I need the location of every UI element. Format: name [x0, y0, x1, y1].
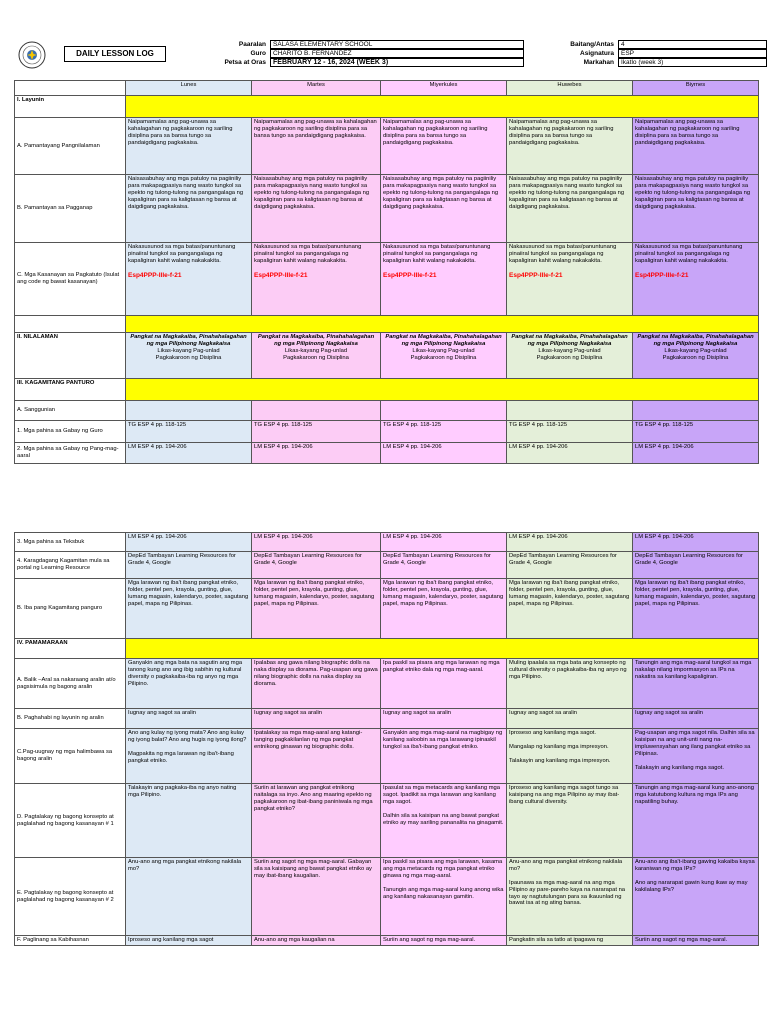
table-cell: Naipamamalas ang pag-unawa sa kahalagahan ng pagkakaroon ng sariling disiplina para sa bansa tungo sa pandaigdigang pagkakaisa.	[381, 118, 507, 175]
cell-text: Nakasusunod sa mga batas/panuntunang pinaiiral tungkol sa pangangalaga ng kapaligiran kahit walang nakakakita.	[509, 244, 617, 264]
cell-text: Nakasusunod sa mga batas/panuntunang pinaiiral tungkol sa pangangalaga ng kapaligiran kahit walang nakakakita.	[128, 244, 236, 264]
cell-text: Nakasusunod sa mga batas/panuntunang pinaiiral tungkol sa pangangalaga ng kapaligiran kahit walang nakakakita.	[383, 244, 491, 264]
section-label: II. NILALAMAN	[15, 333, 126, 379]
table-cell: Iugnay ang sagot sa aralin	[126, 709, 252, 729]
table-cell: Mga larawan ng iba't ibang pangkat etniko, folder, pentel pen, krayola, gunting, glue, lumang magasin, kalendaryo, poster, sagutang papel, mapa ng Pilipinas.	[126, 579, 252, 639]
table-cell: LM ESP 4 pp. 194-206	[507, 443, 633, 464]
cell-subtitle: Pagkakaroon ng Disiplina	[283, 354, 349, 361]
table-cell	[381, 333, 507, 379]
table-cell: Naipamamalas ang pag-unawa sa kahalagahan ng pagkakaroon ng sariling disiplina para sa bansa tungo sa pandaigdigang pagkakaisa.	[507, 118, 633, 175]
table-row	[15, 659, 759, 709]
table-cell: LM ESP 4 pp. 194-206	[252, 533, 381, 552]
value-paaralan: SALASA ELEMENTARY SCHOOL	[270, 40, 524, 49]
section-label: III. KAGAMITANG PANTURO	[15, 379, 126, 401]
cell-title: Pangkat na Magkakaiba, Pinahahalagahan ng mga Pilipinong Nagkakaisa	[385, 334, 502, 347]
table-cell: TG ESP 4 pp. 118-125	[126, 421, 252, 443]
table-cell: Suriin ang sagot ng mga mag-aaral.	[381, 936, 507, 946]
value-markahan: Ikatlo (week 3)	[618, 58, 767, 67]
table-cell: Ipa paskil sa pisara ang mga larawan, kasama ang mga metacards ng mga pangkat etniko ginawa ng mga mag-aaral. Tanungin ang mga mag-aaral kung anong wika ang kanilang nakasanayan gamitin.	[381, 858, 507, 936]
cell-text: Nakasusunod sa mga batas/panuntunang pinaiiral tungkol sa pangangalaga ng kapaligiran kahit walang nakakakita.	[254, 244, 362, 264]
day-header-row	[15, 81, 759, 96]
row-label: 2. Mga pahina sa Gabay ng Pang-mag-aaral	[15, 443, 126, 464]
table-cell: Muling ipaalala sa mga bata ang konsepto ng cultural diversity o pagkakaiba-iba ng anyo ng mga Pilipino.	[507, 659, 633, 709]
lesson-table-page-1	[14, 80, 759, 464]
table-cell: DepEd Tambayan Learning Resources for Grade 4, Google	[252, 552, 381, 579]
cell-subtitle: Pagkakaroon ng Disiplina	[662, 354, 729, 361]
table-cell: Iproseso ang kanilang mga sagot. Mangalap ng kanilang mga impresyon. Talakayin ang kanilang mga impresyon.	[507, 729, 633, 784]
label-paaralan: Paaralan	[238, 41, 266, 48]
table-cell: Ipa paskil sa pisara ang mga larawan ng mga pangkat etniko dala ng mga mag-aaral.	[381, 659, 507, 709]
table-row	[15, 443, 759, 464]
lesson-table-page-2	[14, 532, 759, 946]
table-row	[15, 243, 759, 316]
table-cell: Anu-ano ang mga kaugalian na	[252, 936, 381, 946]
cell-subtitle: Pagkakaroon ng Disiplina	[155, 354, 222, 361]
table-cell: TG ESP 4 pp. 118-125	[507, 421, 633, 443]
table-cell: Naipamamalas ang pag-unawa sa kahalagahan ng pagkakaroon ng sariling disiplina para sa bansa tungo sa pandaigdigang pagkakaisa.	[252, 118, 381, 175]
table-cell: Mga larawan ng iba't ibang pangkat etniko, folder, pentel pen, krayola, gunting, glue, lumang magasin, kalendaryo, poster, sagutang papel, mapa ng Pilipinas.	[381, 579, 507, 639]
table-cell: Iugnay ang sagot sa aralin	[507, 709, 633, 729]
value-petsa: FEBRUARY 12 - 16, 2024 (WEEK 3)	[270, 58, 524, 67]
table-cell: Mga larawan ng iba't ibang pangkat etniko, folder, pentel pen, krayola, gunting, glue, lumang magasin, kalendaryo, poster, sagutang papel, mapa ng Pilipinas.	[507, 579, 633, 639]
cell-text: Nakasusunod sa mga batas/panuntunang pinaiiral tungkol sa pangangalaga ng kapaligiran kahit walang nakakakita.	[635, 244, 743, 264]
table-cell: TG ESP 4 pp. 118-125	[252, 421, 381, 443]
table-row	[15, 401, 759, 421]
table-row	[15, 118, 759, 175]
table-cell: Naipamamalas ang pag-unawa sa kahalagahan ng pagkakaroon ng sariling disiplina para sa bansa tungo sa pandaigdigang pagkakaisa.	[633, 118, 759, 175]
cell-subtitle: Likas-kayang Pag-unlad	[412, 347, 475, 354]
label-guro: Guro	[250, 50, 266, 57]
section-label: I. Layunin	[15, 96, 126, 118]
cell-subtitle: Pagkakaroon ng Disiplina	[536, 354, 603, 361]
table-cell: Naisasabuhay ang mga patuloy na pagiiniliy para makapagpasiya nang wasto tungkol sa epekto ng tulong-tulong na pangangalaga ng kapaligiran para sa kaligtasan ng bansa at daigdigang pagkakaisa.	[126, 175, 252, 243]
table-cell: Iugnay ang sagot sa aralin	[381, 709, 507, 729]
table-cell: Mga larawan ng iba't ibang pangkat etniko, folder, pentel pen, krayola, gunting, glue, lumang magasin, kalendaryo, poster, sagutang papel, mapa ng Pilipinas.	[633, 579, 759, 639]
row-label: A. Balik –Aral sa nakaraang aralin at/o pagsisimula ng bagong aralin	[15, 659, 126, 709]
row-label: D. Pagtalakay ng bagong konsepto at paglalahad ng bagong kasanayan # 1	[15, 784, 126, 858]
cell-title: Pangkat na Magkakaiba, Pinahahalagahan ng mga Pilipinong Nagkakaisa	[257, 334, 375, 347]
cell-subtitle: Likas-kayang Pag-unlad	[538, 347, 601, 354]
table-cell: Iproseso ang kanilang mga sagot	[126, 936, 252, 946]
competency-code: Esp4PPP-IIIe-f-21	[635, 271, 689, 279]
cell-subtitle: Likas-kayang Pag-unlad	[284, 347, 348, 354]
section-row	[15, 379, 759, 401]
label-petsa: Petsa at Oras	[224, 59, 266, 66]
cell-title: Pangkat na Magkakaiba, Pinahahalagahan ng mga Pilipinong Nagkakaisa	[130, 334, 247, 347]
row-label: F. Paglinang sa Kabihasnan	[15, 936, 126, 946]
table-cell: Ipasulat sa mga metacards ang kanilang mga sagot. Ipadikit sa mga larawan ang kanilang mga sagot. Dalhin sila sa kaisipan na ang bawat pangkat etniko ay may sariling pananalita na ginagamit.	[381, 784, 507, 858]
table-cell: DepEd Tambayan Learning Resources for Grade 4, Google	[126, 552, 252, 579]
row-label: 3. Mga pahina sa Teksbuk	[15, 533, 126, 552]
day-header: Martes	[252, 81, 381, 96]
table-cell: DepEd Tambayan Learning Resources for Grade 4, Google	[381, 552, 507, 579]
table-cell: Tanungin ang mga mag-aaral kung ano-anong mga katutubong kultura ng mga IPs ang napatiling buhay.	[633, 784, 759, 858]
daily-lesson-log-title: DAILY LESSON LOG	[64, 46, 166, 62]
row-label: A. Sanggunian	[15, 401, 126, 421]
table-cell: TG ESP 4 pp. 118-125	[633, 421, 759, 443]
table-cell: Iugnay ang sagot sa aralin	[252, 709, 381, 729]
row-label: A. Pamantayang Pangnilalaman	[15, 118, 126, 175]
deped-seal-icon	[18, 41, 46, 69]
table-cell: Iproseso ang kanilang mga sagot tungo sa kaisipang na ang mga Pilipino ay may ibat-ibang cultural diversity.	[507, 784, 633, 858]
table-row	[15, 709, 759, 729]
table-row	[15, 421, 759, 443]
row-label: B. Iba pang Kagamitang panguro	[15, 579, 126, 639]
competency-code: Esp4PPP-IIIe-f-21	[254, 271, 308, 279]
table-cell: Tanungin ang mga mag-aaral tungkol sa mga nakalap nilang impormasyon sa IPs na nakatira sa kanilang kapaligiran.	[633, 659, 759, 709]
table-cell: LM ESP 4 pp. 194-206	[126, 533, 252, 552]
cell-subtitle: Likas-kayang Pag-unlad	[157, 347, 220, 354]
table-cell: Ipatalakay sa mga mag-aaral ang katangi-tanging pagkakilanlan ng mga pangkat entnikong ginawan ng biographic dolls.	[252, 729, 381, 784]
table-row	[15, 333, 759, 379]
table-cell: LM ESP 4 pp. 194-206	[381, 533, 507, 552]
day-header: Lunes	[126, 81, 252, 96]
table-cell: LM ESP 4 pp. 194-206	[252, 443, 381, 464]
table-cell: Mga larawan ng iba't ibang pangkat etniko, folder, pentel pen, krayola, gunting, glue, lumang magasin, kalendaryo, poster, sagutang papel, mapa ng Pilipinas.	[252, 579, 381, 639]
label-markahan: Markahan	[583, 59, 614, 66]
table-row	[15, 936, 759, 946]
table-cell: LM ESP 4 pp. 194-206	[126, 443, 252, 464]
table-row	[15, 533, 759, 552]
section-label: IV. PAMAMARAAN	[15, 639, 126, 659]
competency-code: Esp4PPP-IIIe-f-21	[509, 271, 563, 279]
table-cell: Naisasabuhay ang mga patuloy na pagiiniliy para makapagpasiya nang wasto tungkol sa epekto ng tulong-tulong na pangangalaga ng kapaligiran para sa kaligtasan ng bansa at daigdigang pagkakaisa.	[381, 175, 507, 243]
cell-title: Pangkat na Magkakaiba, Pinahahalagahan ng mga Pilipinong Nagkakaisa	[637, 334, 754, 347]
table-cell	[126, 333, 252, 379]
header	[14, 40, 768, 71]
table-cell: Ano ang kulay ng iyong mata? Ano ang kulay ng iyong balat? Ano ang hugis ng iyong ilong? Magpakita ng mga larawan ng iba't-ibang pangkat etniko.	[126, 729, 252, 784]
label-asignatura: Asignatura	[580, 50, 614, 57]
value-baitang: 4	[618, 40, 767, 49]
table-cell	[507, 243, 633, 316]
table-row	[15, 175, 759, 243]
table-cell	[126, 243, 252, 316]
competency-code: Esp4PPP-IIIe-f-21	[383, 271, 437, 279]
table-row	[15, 784, 759, 858]
table-cell: Anu-ano ang mga pangkat etnikong nakilala mo?	[126, 858, 252, 936]
day-header: Huwebes	[507, 81, 633, 96]
table-row	[15, 729, 759, 784]
table-cell: DepEd Tambayan Learning Resources for Grade 4, Google	[633, 552, 759, 579]
table-row	[15, 579, 759, 639]
cell-subtitle: Likas-kayang Pag-unlad	[664, 347, 727, 354]
table-cell: Naipamamalas ang pag-unawa sa kahalagahan ng pagkakaroon ng sariling disiplina para sa bansa tungo sa pandaigdigang pagkakaisa.	[126, 118, 252, 175]
section-row	[15, 639, 759, 659]
cell-subtitle: Pagkakaroon ng Disiplina	[410, 354, 477, 361]
row-label: C. Mga Kasanayan sa Pagkatuto (Isulat ang code ng bawat kasanayan)	[15, 243, 126, 316]
table-cell	[507, 333, 633, 379]
cell-title: Pangkat na Magkakaiba, Pinahahalagahan ng mga Pilipinong Nagkakaisa	[511, 334, 628, 347]
table-cell: Talakayin ang pagkaka-iba ng anyo nating mga Pilipino.	[126, 784, 252, 858]
table-cell: Suriin at larawan ang pangkat etnikong naitalaga sa inyo. Ano ang maaring epekto ng pagkakaroon ng ibat-ibang paniniwala ng mga pangkat etniko?	[252, 784, 381, 858]
table-cell	[252, 243, 381, 316]
table-cell	[633, 243, 759, 316]
table-cell: LM ESP 4 pp. 194-206	[507, 533, 633, 552]
table-cell: Pangkatin sila sa tatlo at ipagawa ng	[507, 936, 633, 946]
table-row	[15, 858, 759, 936]
table-cell: Suriin ang sagot ng mga mag-aaral. Gabayan sila sa kaisipang ang bawat pangkat etniko ay may ibat-ibang kaugalian.	[252, 858, 381, 936]
day-header: Miyerkules	[381, 81, 507, 96]
table-cell: LM ESP 4 pp. 194-206	[633, 443, 759, 464]
table-cell: Anu-ano ang iba't-ibang gawing kakaiba kaysa karaniwan ng mga IPs? Ano ang nararapat gawin kung ikaw ay may kakilalang IPs?	[633, 858, 759, 936]
table-cell: Naisasabuhay ang mga patuloy na pagiiniliy para makapagpasiya nang wasto tungkol sa epekto ng tulong-tulong na pangangalaga ng kapaligiran para sa kaligtasan ng bansa at daigdigang pagkakaisa.	[252, 175, 381, 243]
row-label: B. Paghahabi ng layunin ng aralin	[15, 709, 126, 729]
competency-code: Esp4PPP-IIIe-f-21	[128, 271, 182, 279]
day-header: Biyrnes	[633, 81, 759, 96]
row-label: C.Pag-uugnay ng mga halimbawa sa bagong aralin	[15, 729, 126, 784]
row-label: B. Pamantayan sa Pagganap	[15, 175, 126, 243]
table-cell: DepEd Tambayan Learning Resources for Grade 4, Google	[507, 552, 633, 579]
row-label: E. Pagtalakay ng bagong konsepto at paglalahad ng bagong kasanayan # 2	[15, 858, 126, 936]
table-cell: Suriin ang sagot ng mga mag-aaral.	[633, 936, 759, 946]
row-label: 4. Karagdagang Kagamitan mula sa portal ng Learning Resource	[15, 552, 126, 579]
label-baitang: Baitang/Antas	[570, 41, 614, 48]
table-cell: LM ESP 4 pp. 194-206	[633, 533, 759, 552]
table-cell: Anu-ano ang mga pangkat etnikong nakilala mo? Ipaunawa sa mga mag-aaral na ang mga Pilipino ay pare-pareho kaya na nararapat na tayo ay nagtutulungan para sa ikauunlad ng bawat isa at ng ating bansa.	[507, 858, 633, 936]
table-cell: Naisasabuhay ang mga patuloy na pagiiniliy para makapagpasiya nang wasto tungkol sa epekto ng tulong-tulong na pangangalaga ng kapaligiran para sa kaligtasan ng bansa at daigdigang pagkakaisa.	[633, 175, 759, 243]
table-cell	[633, 333, 759, 379]
table-cell: Ganyakin ang mga bata na sagutin ang mga tanong kung ano ang ibig sabihin ng kultural diversity o pagkakaiba-iba ng anyo ng mga Pilipino.	[126, 659, 252, 709]
table-cell: Ipalabas ang gawa nilang biographic dolls na naka display sa diorama. Pag-usapan ang gawa nilang biographic dolls na naka display sa diorama.	[252, 659, 381, 709]
row-label: 1. Mga pahina sa Gabay ng Guro	[15, 421, 126, 443]
section-row	[15, 316, 759, 333]
table-cell: Pag-usapan ang mga sagot nila. Dalhin sila sa kaisipan na ang unit-unti nang na-impluwensyahan ang ilang pangkat etniko sa Pilipinas. Talakayin ang kanilang mga sagot.	[633, 729, 759, 784]
table-row	[15, 552, 759, 579]
table-cell	[252, 333, 381, 379]
value-asignatura: ESP	[618, 49, 767, 58]
table-cell: LM ESP 4 pp. 194-206	[381, 443, 507, 464]
table-cell	[381, 243, 507, 316]
section-row	[15, 96, 759, 118]
table-cell: TG ESP 4 pp. 118-125	[381, 421, 507, 443]
table-cell: Naisasabuhay ang mga patuloy na pagiiniliy para makapagpasiya nang wasto tungkol sa epekto ng tulong-tulong na pangangalaga ng kapaligiran para sa kaligtasan ng bansa at daigdigang pagkakaisa.	[507, 175, 633, 243]
table-cell: Ganyakin ang mga mag-aaral na magbigay ng kanilang saloobin sa mga larawang ipinaskil tungkol sa iba't-ibang pangkat etniko.	[381, 729, 507, 784]
value-guro: CHARITO B. FERNANDEZ	[270, 49, 524, 58]
table-cell: Iugnay ang sagot sa aralin	[633, 709, 759, 729]
